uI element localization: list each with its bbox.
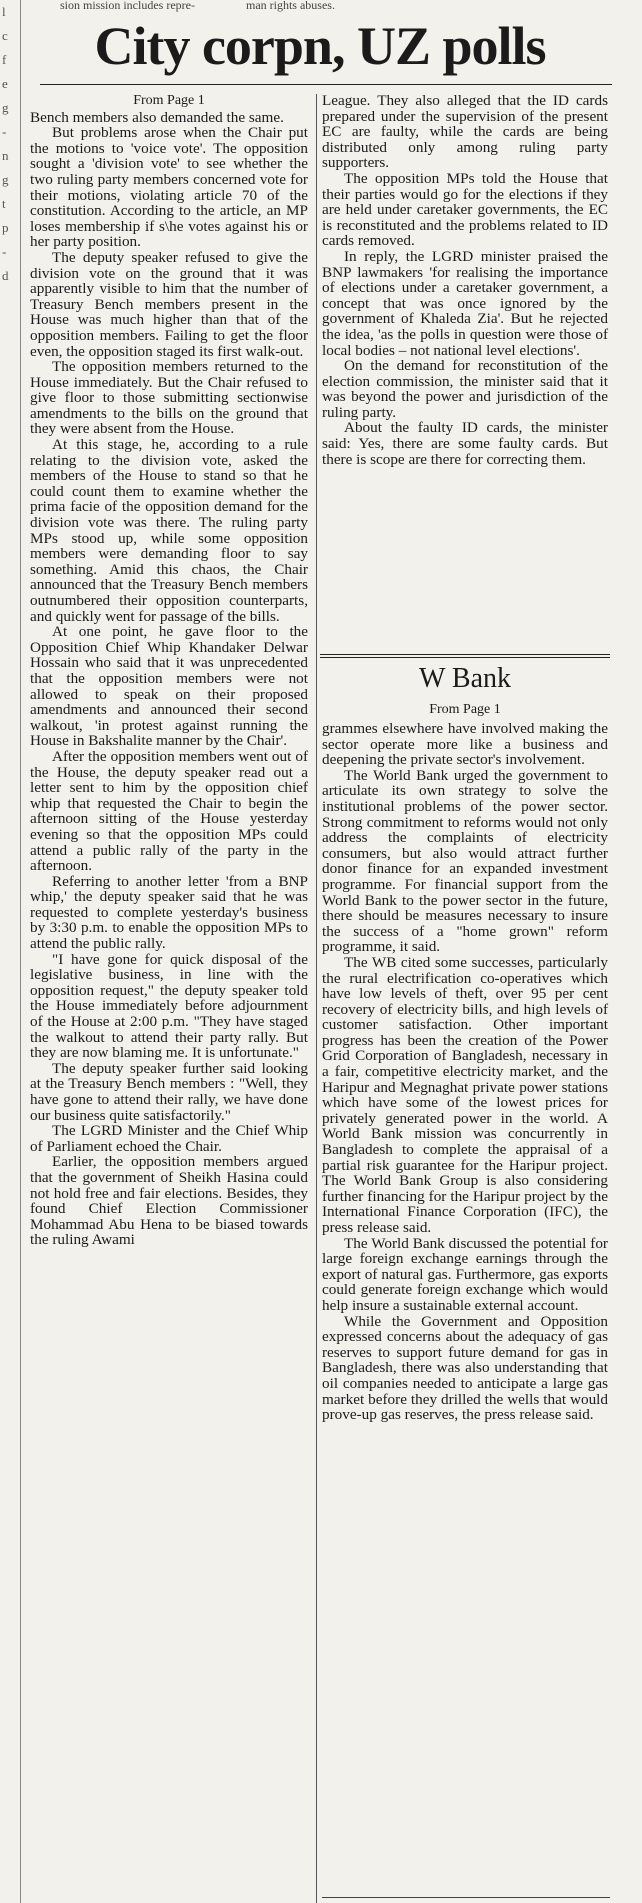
paragraph: League. They also alleged that the ID cards prepared under the supervision of the present EC are faulty, while the cards are being distributed only among ruling party supporters.: [322, 92, 608, 172]
fragment-char: n: [2, 148, 9, 163]
paragraph: Earlier, the opposition members argued that the government of Sheikh Hasina could not hold free and fair elections. Besides, they found Chief Election Commissioner Mohammad Abu Hena to be biased towards the ruling Awami: [30, 1153, 308, 1249]
paragraph: The opposition members returned to the House immediately. But the Chair refused to give floor to those submitting sectionwise amendments to the bills on the ground that they were absent from the House.: [30, 358, 308, 438]
paragraph: The deputy speaker further said looking at the Treasury Bench members : "Well, they have gone to attend their rally, we have done our business quite satisfactorily.": [30, 1059, 308, 1124]
bottom-rule: [322, 1897, 610, 1898]
top-strip-text-1: sion mission includes repre-: [60, 0, 195, 12]
headline: City corpn, UZ polls: [94, 16, 546, 76]
fragment-char: t: [2, 196, 6, 211]
paragraph: While the Government and Opposition expressed concerns about the adequacy of gas reserves to support future demand for gas in Bangladesh, there was also understanding that oil companies needed to anticipate a large gas market before they drilled the wells that would prove-up gas reserves, the press release said.: [322, 1312, 608, 1424]
paragraph: Referring to another letter 'from a BNP whip,' the deputy speaker said that he was requested to complete yesterday's business by 3:30 p.m. to enable the opposition MPs to attend the public rally.: [30, 872, 308, 953]
paragraph: About the faulty ID cards, the minister said: Yes, there are some faulty cards. But there is scope are there for correcting them.: [322, 419, 608, 468]
fragment-char: e: [2, 76, 8, 91]
column-divider: [316, 94, 317, 1903]
top-strip-text-2: man rights abuses.: [245, 0, 335, 12]
paragraph: At this stage, he, according to a rule relating to the division vote, asked the members of the House to stand so that he could count them to examine whether the prima facie of the opposition demand for the division vote was there. The ruling party MPs stood up, while some opposition members were demanding floor to say something. Amid this chaos, the Chair announced that the Treasury Bench members outnumbered their opposition counterparts, and quickly went for passage of the bills.: [30, 436, 308, 625]
fragment-char: c: [2, 28, 8, 43]
paragraph: After the opposition members went out of the House, the deputy speaker read out a letter sent to him by the opposition chief whip that requested the Chair to begin the afternoon sitting of the House yesterday evening so that the opposition MPs could attend a public rally of the party in the afternoon.: [30, 747, 308, 875]
article-end-rule: [320, 654, 610, 658]
fragment-char: f: [2, 52, 7, 67]
paragraph: The WB cited some successes, particularly the rural electrification co-operatives which have low levels of theft, over 95 per cent recovery of electricity bills, and high levels of customer satisfaction. Other important progress has been the creation of the Power Grid Corporation of Bangladesh, necessary in a fair, competitive electricity market, and the Haripur and Megnaghat private power stations which have some of the lowest prices for privately generated power in the world. A World Bank mission was concurrently in Bangladesh to complete the appraisal of a partial risk guarantee for the Haripur project. The World Bank Group is also considering further financing for the Haripur project by the International Finance Corporation (IFC), the press release said.: [322, 953, 608, 1236]
fragment-char: g: [2, 100, 9, 115]
right-article-column: [322, 93, 608, 467]
paragraph: Bench members also demanded the same.: [30, 108, 284, 126]
paragraph: But problems arose when the Chair put the motions to 'voice vote'. The opposition sought a 'division vote' to see whether the two ruling party members concerned vote for their motions, violating article 70 of the constitution. According to the article, an MP loses membership if s\he votes against his or her party position.: [30, 124, 308, 251]
fragment-char: -: [2, 244, 7, 259]
paragraph: grammes elsewhere have involved making the sector operate more like a business and deepening the private sector's involvement.: [322, 720, 608, 769]
wbank-article-column: [322, 721, 608, 1423]
paragraph: The opposition MPs told the House that their parties would go for the elections if they are held under caretaker governments, the EC is reconstituted and the problems related to ID cards removed.: [322, 169, 608, 250]
paragraph: In reply, the LGRD minister praised the BNP lawmakers 'for realising the importance of elections under a caretaker government, a concept that was once ignored by the government of Khaleda Zia'. But he rejected the idea, 'as the polls in question were those of local bodies – not national level elections'.: [322, 247, 608, 359]
headline-rule: [40, 84, 612, 85]
fragment-char: g: [2, 172, 9, 187]
subheadline: W Bank: [418, 663, 512, 694]
dateline: From Page 1: [133, 93, 205, 108]
fragment-char: d: [2, 268, 9, 283]
fragment-char: -: [2, 124, 7, 139]
fragment-char: p: [2, 220, 9, 235]
paragraph: The World Bank discussed the potential for large foreign exchange earnings through the export of natural gas. Furthermore, gas exports could generate foreign exchange which would help insure a sustainable external account.: [322, 1234, 608, 1314]
left-article-column: [30, 93, 308, 1248]
subhead-dateline: From Page 1: [429, 702, 501, 717]
paragraph: On the demand for reconstitution of the election commission, the minister said that it was beyond the power and jurisdiction of the ruling party.: [322, 357, 608, 421]
paragraph: The LGRD Minister and the Chief Whip of Parliament echoed the Chair.: [30, 1122, 308, 1155]
paragraph: "I have gone for quick disposal of the legislative business, in line with the opposition request," the deputy speaker told the House immediately before adjournment of the House at 2:00 p.m. "They have staged the walkout to attend their party rally. But they are now blaming me. It is unfortunate.": [30, 950, 308, 1062]
previous-article-tail: [60, 0, 642, 12]
paragraph: The deputy speaker refused to give the division vote on the ground that it was apparently visible to him that the number of Treasury Bench members present in the House was much higher than that of the opposition members. Failing to get the floor even, the opposition staged its first walk-out.: [30, 248, 308, 360]
paragraph: At one point, he gave floor to the Opposition Chief Whip Khandaker Delwar Hossain who said that it was unprecedented that the opposition members were not allowed to speak on their proposed amendments and announced their second walkout, 'in protest against running the House in Bakshalite manner by the Chair'.: [30, 623, 308, 750]
left-column-rule: [20, 0, 21, 1903]
fragment-char: l: [2, 4, 6, 19]
paragraph: The World Bank urged the government to articulate its own strategy to solve the institutional problems of the power sector. Strong commitment to reforms would not only address the complaints of electricity consumers, but also would attract further donor finance for an expanded investment programme. For financial support from the World Bank to the power sector in the future, there should be measures necessary to insure the success of a "home grown" reform programme, it said.: [322, 766, 608, 956]
adjacent-column-fragment: [0, 0, 14, 283]
